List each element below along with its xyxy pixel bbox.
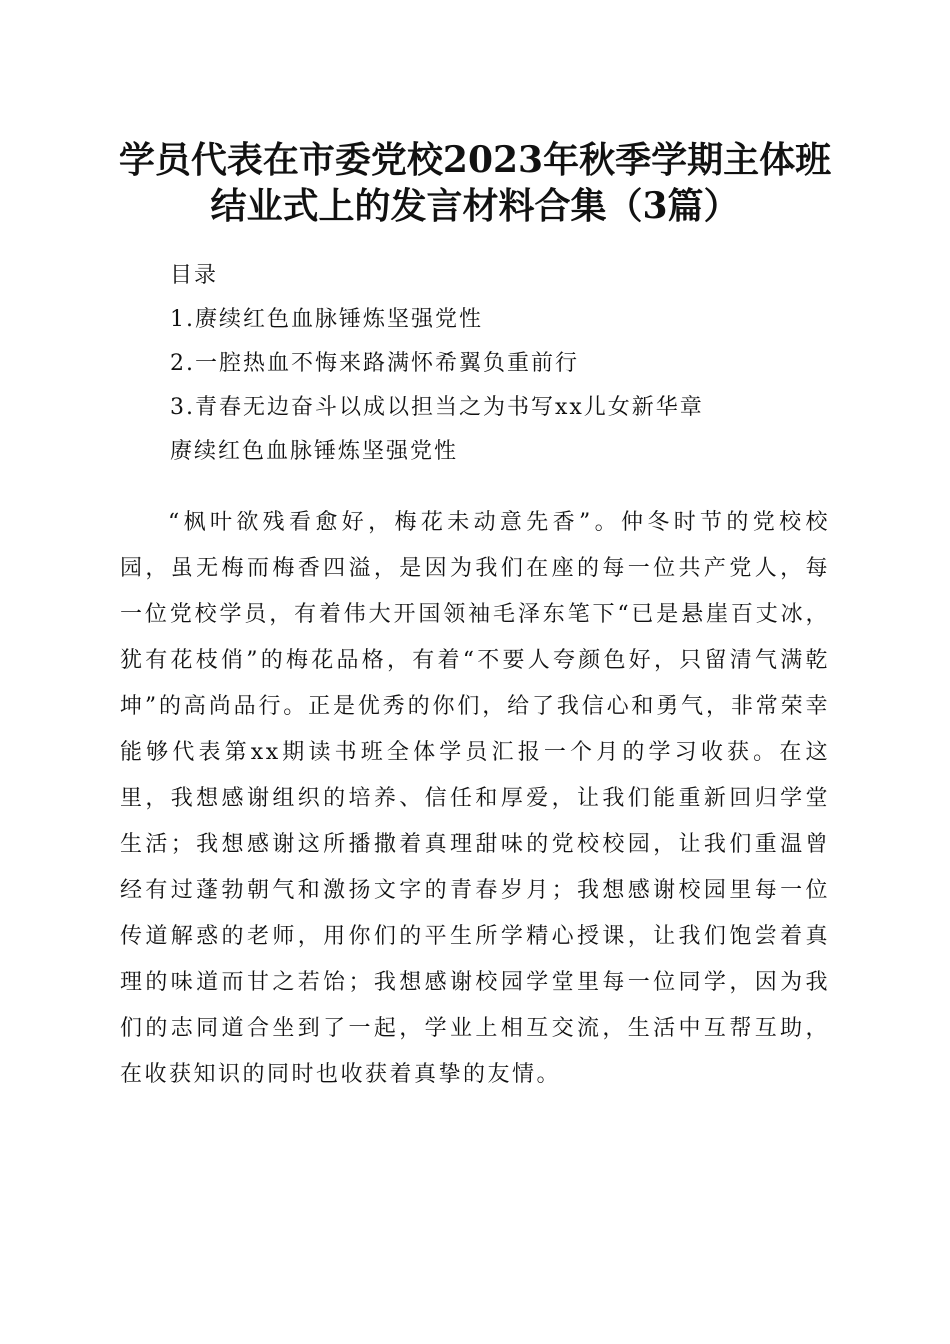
toc-item-2: 2.一腔热血不悔来路满怀希翼负重前行 — [170, 351, 579, 376]
toc-item-1: 1.赓续红色血脉锤炼坚强党性 — [170, 307, 483, 332]
document-title-line-2: 结业式上的发言材料合集（3篇） — [210, 185, 740, 227]
toc-heading: 目录 — [170, 263, 219, 288]
table-of-contents — [170, 254, 850, 474]
body-paragraph: “枫叶欲残看愈好，梅花未动意先香”。仲冬时节的党校校园，虽无梅而梅香四溢，是因为我们在座的每一位共产党人，每一位党校学员，有着伟大开国领袖毛泽东笔下“已是悬崖百丈冰，犹有花枝俏”的梅花品格，有着“不要人夸颜色好，只留清气满乾坤”的高尚品行。正是优秀的你们，给了我信心和勇气，非常荣幸能够代表第xx期读书班全体学员汇报一个月的学习收获。在这里，我想感谢组织的培养、信任和厚爱，让我们能重新回归学堂生活；我想感谢这所播撒着真理甜味的党校校园，让我们重温曾经有过蓬勃朝气和激扬文字的青春岁月；我想感谢校园里每一位传道解惑的老师，用你们的平生所学精心授课，让我们饱尝着真理的味道而甘之若饴；我想感谢校园学堂里每一位同学，因为我们的志同道合坐到了一起，学业上相互交流，生活中互帮互助，在收获知识的同时也收获着真挚的友情。 — [120, 510, 830, 1087]
section-title: 赓续红色血脉锤炼坚强党性 — [170, 439, 459, 464]
document-title-line-1: 学员代表在市委党校2023年秋季学期主体班 — [118, 139, 832, 181]
toc-item-3: 3.青春无边奋斗以成以担当之为书写xx儿女新华章 — [170, 395, 704, 420]
